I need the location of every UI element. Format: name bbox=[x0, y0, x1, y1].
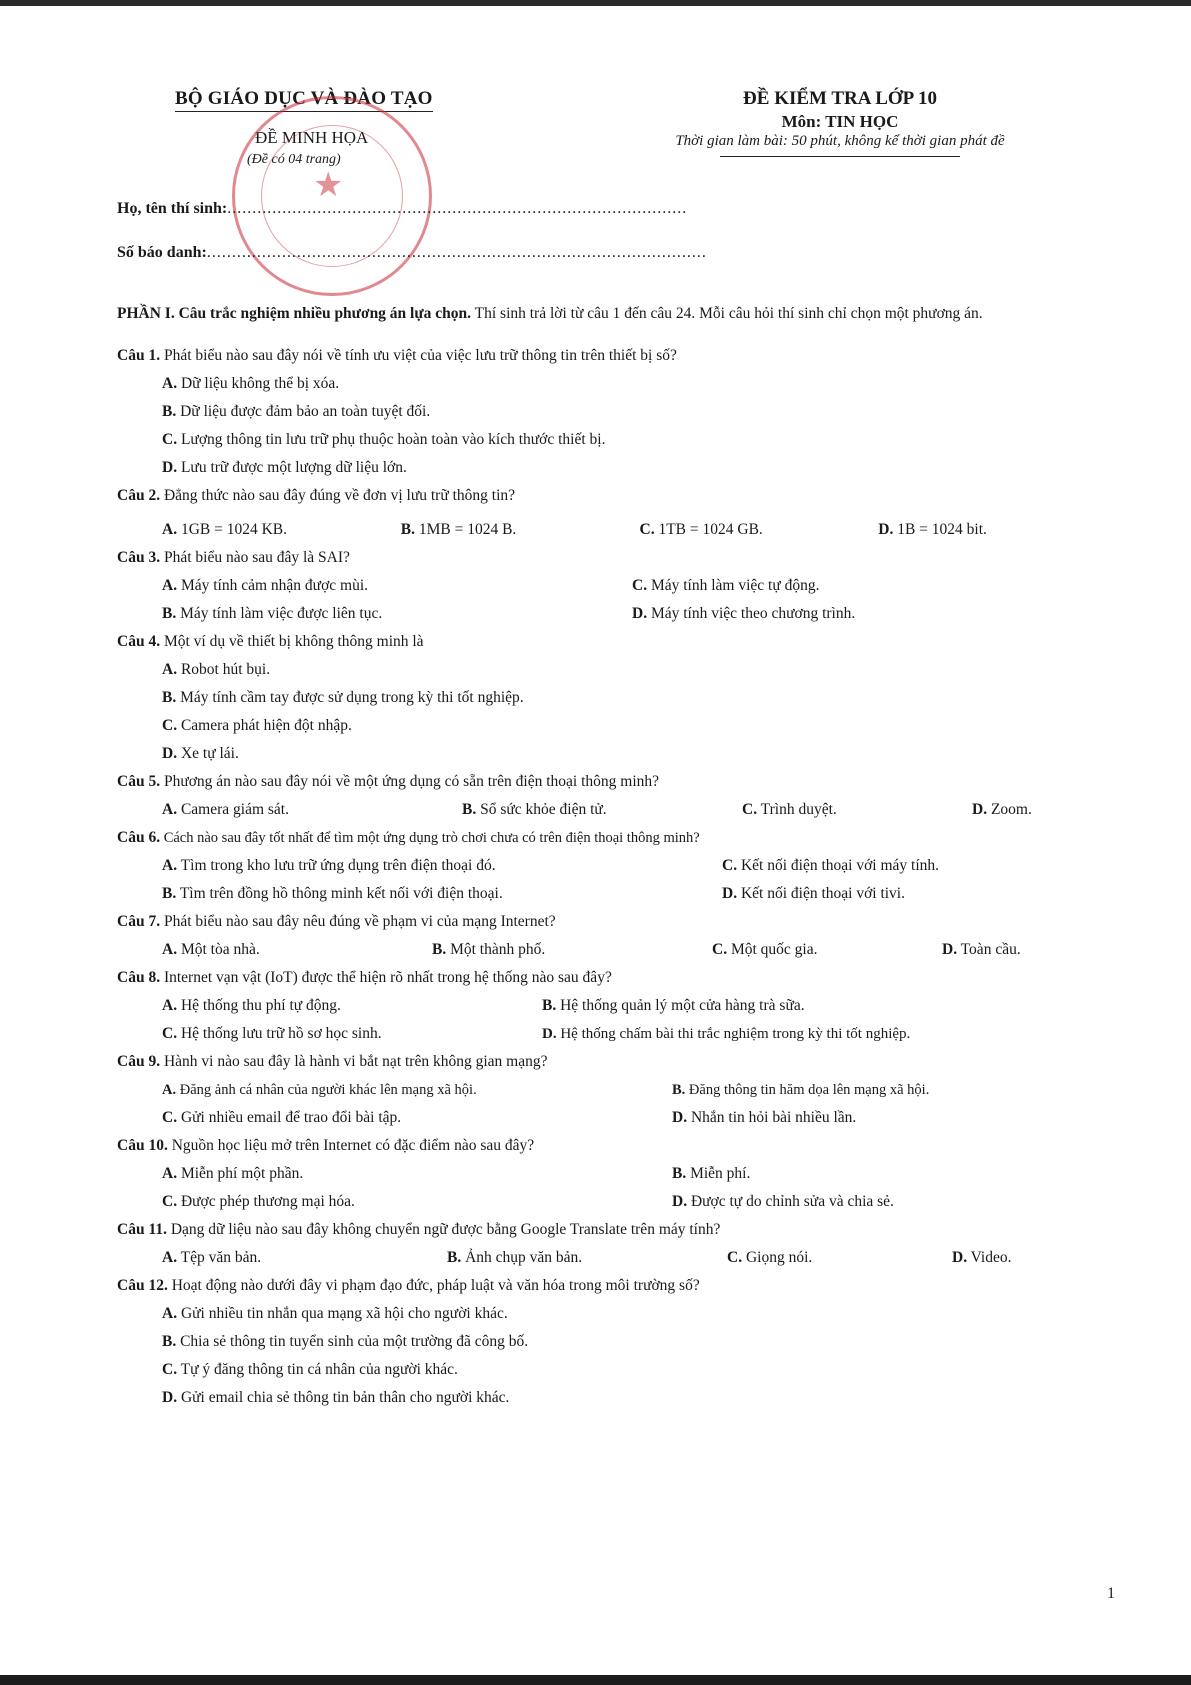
option-text: Camera phát hiện đột nhập. bbox=[177, 717, 352, 734]
option-text: 1B = 1024 bit. bbox=[893, 521, 987, 538]
question-number: Câu 8. bbox=[117, 969, 161, 986]
page-number: 1 bbox=[1107, 1585, 1115, 1602]
option-d bbox=[972, 796, 1092, 824]
option-b bbox=[117, 1328, 1117, 1356]
page-count: (Đề có 04 trang) bbox=[247, 152, 341, 167]
question-9 bbox=[117, 1048, 1117, 1076]
question-number: Câu 9. bbox=[117, 1053, 161, 1070]
option-letter: A. bbox=[162, 1082, 177, 1098]
option-letter: B. bbox=[542, 997, 557, 1014]
option-text: Gửi email chia sẻ thông tin bản thân cho người khác. bbox=[177, 1389, 510, 1406]
option-text: Tự ý đăng thông tin cá nhân của người khác. bbox=[177, 1361, 458, 1378]
option-text: 1MB = 1024 B. bbox=[414, 521, 517, 538]
candidate-id-label: Số báo danh: bbox=[117, 244, 207, 261]
question-number: Câu 12. bbox=[117, 1277, 168, 1294]
option-b bbox=[432, 936, 712, 964]
question-8 bbox=[117, 964, 1117, 992]
candidate-id-field[interactable] bbox=[117, 244, 707, 262]
header-left bbox=[175, 88, 505, 167]
option-text: Robot hút bụi. bbox=[177, 661, 271, 678]
option-letter: A. bbox=[162, 857, 178, 874]
question-stem: Nguồn học liệu mở trên Internet có đặc điểm nào sau đây? bbox=[167, 1137, 535, 1154]
option-d bbox=[878, 516, 1117, 544]
option-c bbox=[632, 572, 1102, 600]
exam-content bbox=[117, 300, 1117, 1412]
option-text: Đăng ảnh cá nhân của người khác lên mạng xã hội. bbox=[176, 1082, 477, 1098]
option-letter: A. bbox=[162, 997, 178, 1014]
option-row bbox=[117, 1244, 1117, 1272]
option-text: Ảnh chụp văn bản. bbox=[461, 1249, 583, 1266]
option-row bbox=[117, 516, 1117, 544]
question-6 bbox=[117, 824, 1117, 852]
question-2 bbox=[117, 482, 1117, 510]
option-b bbox=[162, 600, 632, 628]
option-text: Tệp văn bản. bbox=[177, 1249, 262, 1266]
option-letter: B. bbox=[400, 521, 415, 538]
option-text: Được tự do chỉnh sửa và chia sẻ. bbox=[687, 1193, 894, 1210]
option-text: Tìm trong kho lưu trữ ứng dụng trên điện thoại đó. bbox=[177, 857, 496, 874]
option-c bbox=[117, 712, 1117, 740]
time-note: Thời gian làm bài: 50 phút, không kể thời gian phát đề bbox=[675, 133, 1005, 149]
option-text: Kết nối điện thoại với tivi. bbox=[737, 885, 905, 902]
option-letter: A. bbox=[162, 801, 178, 818]
option-c bbox=[117, 426, 1117, 454]
question-stem: Đẳng thức nào sau đây đúng về đơn vị lưu trữ thông tin? bbox=[160, 487, 516, 504]
option-c bbox=[742, 796, 972, 824]
option-row bbox=[117, 852, 1117, 880]
option-letter: D. bbox=[722, 885, 738, 902]
section-instructions: Thí sinh trả lời từ câu 1 đến câu 24. Mỗi câu hỏi thí sinh chỉ chọn một phương án. bbox=[471, 305, 983, 322]
header-rule bbox=[720, 156, 960, 157]
option-text: Nhắn tin hỏi bài nhiều lần. bbox=[687, 1109, 857, 1126]
option-d bbox=[542, 1020, 1117, 1048]
ministry-name: BỘ GIÁO DỤC VÀ ĐÀO TẠO bbox=[175, 88, 433, 112]
question-number: Câu 4. bbox=[117, 633, 161, 650]
option-text: Một quốc gia. bbox=[727, 941, 818, 958]
option-a bbox=[162, 796, 462, 824]
option-letter: D. bbox=[672, 1109, 688, 1126]
option-letter: C. bbox=[722, 857, 738, 874]
option-a bbox=[162, 992, 542, 1020]
option-row bbox=[117, 992, 1117, 1020]
option-a bbox=[162, 572, 632, 600]
question-11 bbox=[117, 1216, 1117, 1244]
option-row bbox=[117, 796, 1117, 824]
official-seal-icon bbox=[232, 96, 432, 296]
option-c bbox=[162, 1020, 542, 1048]
option-letter: C. bbox=[162, 1025, 178, 1042]
option-letter: B. bbox=[162, 689, 177, 706]
option-letter: B. bbox=[162, 1333, 177, 1350]
option-row bbox=[117, 1160, 1117, 1188]
question-4 bbox=[117, 628, 1117, 656]
option-letter: C. bbox=[162, 431, 178, 448]
option-text: Đăng thông tin hăm dọa lên mạng xã hội. bbox=[685, 1082, 930, 1098]
option-letter: D. bbox=[542, 1026, 557, 1042]
option-letter: C. bbox=[632, 577, 648, 594]
section-intro bbox=[117, 300, 1117, 328]
option-a bbox=[117, 1300, 1117, 1328]
option-letter: B. bbox=[162, 403, 177, 420]
option-row bbox=[117, 1104, 1117, 1132]
option-letter: A. bbox=[162, 375, 178, 392]
option-letter: B. bbox=[672, 1165, 687, 1182]
option-letter: B. bbox=[162, 885, 177, 902]
option-text: Dữ liệu không thể bị xóa. bbox=[177, 375, 340, 392]
option-c bbox=[162, 1104, 672, 1132]
option-letter: A. bbox=[162, 1305, 178, 1322]
option-text: Máy tính làm việc được liên tục. bbox=[176, 605, 383, 622]
question-number: Câu 6. bbox=[117, 829, 161, 846]
option-d bbox=[117, 454, 1117, 482]
option-b bbox=[672, 1076, 1112, 1104]
option-text: Tìm trên đồng hồ thông minh kết nối với điện thoại. bbox=[176, 885, 503, 902]
option-letter: D. bbox=[878, 521, 894, 538]
question-stem: Phương án nào sau đây nói về một ứng dụng có sẵn trên điện thoại thông minh? bbox=[160, 773, 660, 790]
subject: Môn: TIN HỌC bbox=[781, 112, 899, 131]
option-text: Gửi nhiều tin nhắn qua mạng xã hội cho người khác. bbox=[177, 1305, 508, 1322]
option-a bbox=[162, 1076, 672, 1104]
option-letter: C. bbox=[727, 1249, 743, 1266]
option-text: Video. bbox=[967, 1249, 1012, 1266]
option-letter: C. bbox=[639, 521, 655, 538]
option-text: Máy tính làm việc tự động. bbox=[647, 577, 820, 594]
option-letter: D. bbox=[162, 459, 178, 476]
scan-top-edge bbox=[0, 0, 1191, 6]
option-text: Hệ thống quản lý một cửa hàng trà sữa. bbox=[556, 997, 805, 1014]
option-b bbox=[447, 1244, 727, 1272]
option-letter: B. bbox=[462, 801, 477, 818]
option-letter: D. bbox=[942, 941, 958, 958]
question-stem: Internet vạn vật (IoT) được thể hiện rõ nhất trong hệ thống nào sau đây? bbox=[160, 969, 612, 986]
option-text: Lưu trữ được một lượng dữ liệu lớn. bbox=[177, 459, 407, 476]
option-text: Miễn phí một phần. bbox=[177, 1165, 304, 1182]
question-3 bbox=[117, 544, 1117, 572]
question-stem: Dạng dữ liệu nào sau đây không chuyển ngữ được bằng Google Translate trên máy tính? bbox=[166, 1221, 721, 1238]
option-c bbox=[727, 1244, 952, 1272]
option-a bbox=[162, 852, 722, 880]
option-text: Zoom. bbox=[987, 801, 1032, 818]
scan-bottom-edge bbox=[0, 1675, 1191, 1685]
option-text: Giọng nói. bbox=[742, 1249, 813, 1266]
option-letter: A. bbox=[162, 521, 178, 538]
option-d bbox=[722, 880, 1102, 908]
option-b bbox=[117, 684, 1117, 712]
candidate-id-dots: .................................................................................................... bbox=[206, 244, 707, 261]
question-stem: Hành vi nào sau đây là hành vi bắt nạt trên không gian mạng? bbox=[160, 1053, 548, 1070]
option-letter: D. bbox=[162, 745, 178, 762]
option-row bbox=[117, 1076, 1117, 1104]
option-letter: A. bbox=[162, 661, 178, 678]
candidate-name-field[interactable] bbox=[117, 200, 687, 218]
option-letter: B. bbox=[432, 941, 447, 958]
question-number: Câu 10. bbox=[117, 1137, 168, 1154]
option-b bbox=[542, 992, 1102, 1020]
option-letter: C. bbox=[162, 1361, 178, 1378]
option-letter: D. bbox=[952, 1249, 968, 1266]
question-stem: Hoạt động nào dưới đây vi phạm đạo đức, pháp luật và văn hóa trong môi trường số? bbox=[167, 1277, 700, 1294]
option-letter: A. bbox=[162, 577, 178, 594]
option-d bbox=[672, 1188, 1112, 1216]
option-b bbox=[117, 398, 1117, 426]
option-letter: D. bbox=[672, 1193, 688, 1210]
option-letter: A. bbox=[162, 1165, 178, 1182]
option-letter: D. bbox=[972, 801, 988, 818]
option-letter: B. bbox=[672, 1082, 686, 1098]
option-text: Một thành phố. bbox=[446, 941, 546, 958]
option-text: Dữ liệu được đảm bảo an toàn tuyệt đối. bbox=[176, 403, 431, 420]
header-right bbox=[560, 88, 1120, 157]
question-number: Câu 3. bbox=[117, 549, 161, 566]
option-text: Lượng thông tin lưu trữ phụ thuộc hoàn toàn vào kích thước thiết bị. bbox=[177, 431, 606, 448]
option-row bbox=[117, 1020, 1117, 1048]
option-d bbox=[952, 1244, 1072, 1272]
option-letter: C. bbox=[712, 941, 728, 958]
option-text: Hệ thống chấm bài thi trắc nghiệm trong kỳ thi tốt nghiệp. bbox=[556, 1026, 911, 1042]
option-text: Toàn cầu. bbox=[957, 941, 1021, 958]
option-text: Hệ thống lưu trữ hồ sơ học sinh. bbox=[177, 1025, 382, 1042]
option-letter: B. bbox=[447, 1249, 462, 1266]
option-a bbox=[117, 370, 1117, 398]
exam-title: ĐỀ KIỂM TRA LỚP 10 bbox=[743, 88, 937, 109]
question-10 bbox=[117, 1132, 1117, 1160]
option-text: Chia sẻ thông tin tuyển sinh của một trường đã công bố. bbox=[176, 1333, 529, 1350]
question-stem: Phát biểu nào sau đây là SAI? bbox=[160, 549, 350, 566]
option-row bbox=[117, 1188, 1117, 1216]
question-7 bbox=[117, 908, 1117, 936]
candidate-name-label: Họ, tên thí sinh: bbox=[117, 200, 228, 217]
option-text: Sổ sức khỏe điện tử. bbox=[476, 801, 607, 818]
option-text: Máy tính cầm tay được sử dụng trong kỳ thi tốt nghiệp. bbox=[176, 689, 524, 706]
question-number: Câu 1. bbox=[117, 347, 161, 364]
option-letter: C. bbox=[742, 801, 758, 818]
option-text: Máy tính cảm nhận được mùi. bbox=[177, 577, 369, 594]
option-text: Miễn phí. bbox=[686, 1165, 751, 1182]
question-12 bbox=[117, 1272, 1117, 1300]
option-letter: D. bbox=[162, 1389, 178, 1406]
option-letter: A. bbox=[162, 1249, 178, 1266]
question-number: Câu 7. bbox=[117, 913, 161, 930]
option-c bbox=[722, 852, 1102, 880]
option-c bbox=[162, 1188, 672, 1216]
question-number: Câu 5. bbox=[117, 773, 161, 790]
question-5 bbox=[117, 768, 1117, 796]
option-letter: C. bbox=[162, 1193, 178, 1210]
question-stem: Một ví dụ về thiết bị không thông minh là bbox=[160, 633, 424, 650]
seal-star-icon: ★ bbox=[313, 167, 344, 204]
candidate-name-dots: ............................................................................................ bbox=[227, 200, 688, 217]
option-a bbox=[162, 936, 432, 964]
option-text: 1TB = 1024 GB. bbox=[654, 521, 763, 538]
option-text: Hệ thống thu phí tự động. bbox=[177, 997, 341, 1014]
option-c bbox=[117, 1356, 1117, 1384]
exam-type: ĐỀ MINH HỌA bbox=[255, 128, 369, 147]
option-a bbox=[117, 656, 1117, 684]
option-text: Một tòa nhà. bbox=[177, 941, 260, 958]
question-stem: Cách nào sau đây tốt nhất để tìm một ứng dụng trò chơi chưa có trên điện thoại thông minh? bbox=[160, 830, 700, 846]
question-number: Câu 2. bbox=[117, 487, 161, 504]
option-text: Máy tính việc theo chương trình. bbox=[647, 605, 856, 622]
option-text: Kết nối điện thoại với máy tính. bbox=[737, 857, 939, 874]
option-d bbox=[117, 1384, 1117, 1412]
question-1 bbox=[117, 342, 1117, 370]
option-letter: C. bbox=[162, 717, 178, 734]
question-stem: Phát biểu nào sau đây nêu đúng về phạm vi của mạng Internet? bbox=[160, 913, 556, 930]
question-number: Câu 11. bbox=[117, 1221, 167, 1238]
option-letter: B. bbox=[162, 605, 177, 622]
option-text: 1GB = 1024 KB. bbox=[177, 521, 288, 538]
option-text: Được phép thương mại hóa. bbox=[177, 1193, 355, 1210]
option-d bbox=[942, 936, 1072, 964]
option-b bbox=[462, 796, 742, 824]
option-row bbox=[117, 880, 1117, 908]
option-text: Gửi nhiều email để trao đổi bài tập. bbox=[177, 1109, 402, 1126]
option-row bbox=[117, 600, 1117, 628]
option-a bbox=[162, 516, 401, 544]
option-text: Trình duyệt. bbox=[757, 801, 837, 818]
option-text: Camera giám sát. bbox=[177, 801, 289, 818]
section-title: PHẦN I. Câu trắc nghiệm nhiều phương án lựa chọn. bbox=[117, 305, 472, 322]
option-row bbox=[117, 572, 1117, 600]
option-letter: D. bbox=[632, 605, 648, 622]
option-c bbox=[640, 516, 879, 544]
option-d bbox=[632, 600, 1102, 628]
option-b bbox=[162, 880, 722, 908]
option-a bbox=[162, 1160, 672, 1188]
option-c bbox=[712, 936, 942, 964]
option-row bbox=[117, 936, 1117, 964]
option-d bbox=[117, 740, 1117, 768]
option-text: Xe tự lái. bbox=[177, 745, 239, 762]
option-d bbox=[672, 1104, 1112, 1132]
option-b bbox=[401, 516, 640, 544]
option-letter: C. bbox=[162, 1109, 178, 1126]
option-b bbox=[672, 1160, 1112, 1188]
option-letter: A. bbox=[162, 941, 178, 958]
option-a bbox=[162, 1244, 447, 1272]
question-stem: Phát biểu nào sau đây nói về tính ưu việt của việc lưu trữ thông tin trên thiết bị số? bbox=[160, 347, 677, 364]
